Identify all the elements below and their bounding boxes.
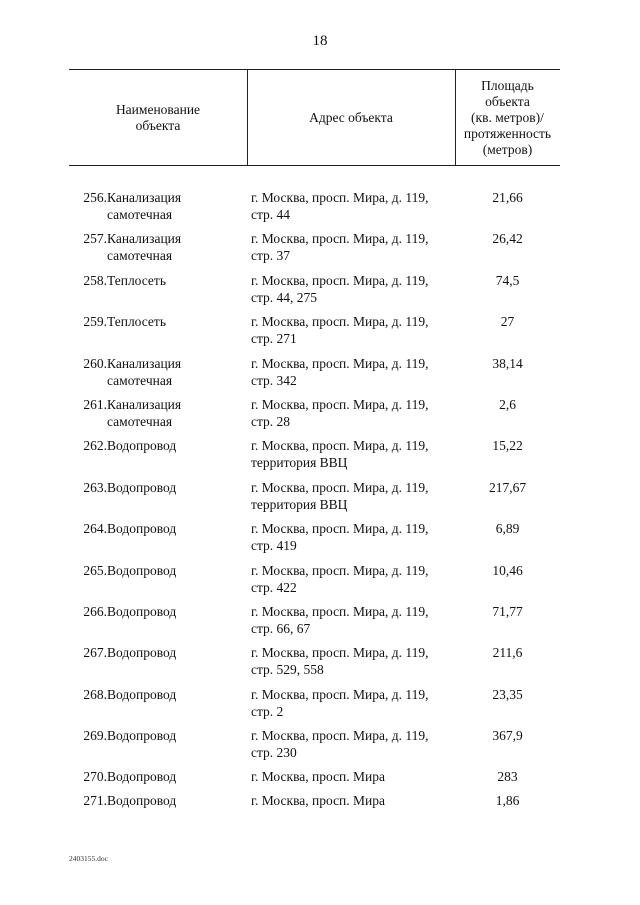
table-row bbox=[69, 686, 560, 727]
row-name: Теплосеть bbox=[107, 272, 166, 288]
table-row bbox=[69, 272, 560, 313]
row-number: 265. bbox=[83, 562, 107, 578]
table-row bbox=[69, 437, 560, 478]
row-number: 256. bbox=[83, 190, 107, 205]
row-name: Водопровод bbox=[107, 793, 177, 809]
row-number: 266. bbox=[83, 603, 107, 619]
table-row bbox=[69, 355, 560, 396]
table-body bbox=[69, 189, 560, 816]
row-address: г. Москва, просп. Мира bbox=[251, 769, 386, 785]
row-name: Водопровод bbox=[107, 521, 177, 537]
row-area: 21,66 bbox=[492, 190, 523, 205]
row-area: 27 bbox=[500, 314, 515, 330]
document-filename: 2403155.doc bbox=[69, 854, 108, 863]
row-name: Канализация самотечная bbox=[107, 355, 182, 388]
row-address: г. Москва, просп. Мира bbox=[251, 793, 386, 809]
row-area: 71,77 bbox=[492, 603, 523, 619]
row-address: г. Москва, просп. Мира, д. 119, стр. 44, 275 bbox=[251, 272, 429, 305]
table-row bbox=[69, 396, 560, 437]
row-name: Водопровод bbox=[107, 686, 177, 702]
row-number: 261. bbox=[83, 396, 107, 412]
row-address: г. Москва, просп. Мира, д. 119, стр. 342 bbox=[251, 355, 429, 388]
row-number: 264. bbox=[83, 521, 107, 537]
row-address: г. Москва, просп. Мира, д. 119, стр. 28 bbox=[251, 396, 429, 429]
row-name: Канализация самотечная bbox=[107, 190, 182, 222]
header-area: Площадь объекта (кв. метров)/ протяженность (метров) bbox=[463, 77, 552, 157]
row-number: 258. bbox=[83, 272, 107, 288]
row-area: 10,46 bbox=[492, 562, 523, 578]
header-address: Адрес объекта bbox=[247, 70, 456, 165]
row-number: 270. bbox=[83, 769, 107, 785]
header-name: Наименование объекта bbox=[69, 70, 248, 165]
row-address: г. Москва, просп. Мира, д. 119, стр. 230 bbox=[251, 728, 429, 761]
row-area: 283 bbox=[497, 769, 518, 785]
table-row bbox=[69, 603, 560, 644]
row-area: 6,89 bbox=[495, 521, 520, 537]
row-address: г. Москва, просп. Мира, д. 119, стр. 422 bbox=[251, 562, 429, 595]
page-number: 18 bbox=[312, 33, 328, 49]
row-number: 260. bbox=[83, 355, 107, 371]
row-address: г. Москва, просп. Мира, д. 119, стр. 44 bbox=[251, 190, 429, 222]
table-row bbox=[69, 792, 560, 816]
row-name: Водопровод bbox=[107, 603, 177, 619]
row-area: 15,22 bbox=[492, 438, 523, 454]
table-header bbox=[69, 69, 560, 166]
row-number: 269. bbox=[83, 728, 107, 744]
table-row bbox=[69, 230, 560, 271]
row-address: г. Москва, просп. Мира, д. 119, территория ВВЦ bbox=[251, 438, 429, 471]
row-area: 74,5 bbox=[495, 272, 520, 288]
table-row bbox=[69, 644, 560, 685]
table-row bbox=[69, 479, 560, 520]
row-address: г. Москва, просп. Мира, д. 119, стр. 271 bbox=[251, 314, 429, 347]
row-number: 267. bbox=[83, 645, 107, 661]
row-area: 211,6 bbox=[492, 645, 523, 661]
row-name: Водопровод bbox=[107, 479, 177, 495]
row-area: 1,86 bbox=[495, 793, 520, 809]
row-number: 271. bbox=[83, 793, 107, 809]
row-area: 38,14 bbox=[492, 355, 523, 371]
row-name: Водопровод bbox=[107, 438, 177, 454]
row-address: г. Москва, просп. Мира, д. 119, стр. 419 bbox=[251, 521, 429, 554]
table-row bbox=[69, 727, 560, 768]
row-area: 23,35 bbox=[492, 686, 523, 702]
table-row bbox=[69, 313, 560, 354]
row-name: Теплосеть bbox=[107, 314, 166, 330]
row-number: 268. bbox=[83, 686, 107, 702]
table-row bbox=[69, 520, 560, 561]
row-number: 263. bbox=[83, 479, 107, 495]
row-name: Водопровод bbox=[107, 562, 177, 578]
row-address: г. Москва, просп. Мира, д. 119, стр. 529, 558 bbox=[251, 645, 429, 678]
table-row bbox=[69, 189, 560, 230]
row-number: 259. bbox=[83, 314, 107, 330]
table-row bbox=[69, 562, 560, 603]
row-area: 367,9 bbox=[492, 728, 523, 744]
row-address: г. Москва, просп. Мира, д. 119, территория ВВЦ bbox=[251, 479, 429, 512]
table-row bbox=[69, 768, 560, 792]
row-number: 262. bbox=[83, 438, 107, 454]
row-address: г. Москва, просп. Мира, д. 119, стр. 2 bbox=[251, 686, 429, 719]
row-name: Канализация самотечная bbox=[107, 231, 182, 264]
row-name: Водопровод bbox=[107, 645, 177, 661]
row-name: Водопровод bbox=[107, 728, 177, 744]
row-area: 217,67 bbox=[488, 479, 527, 495]
row-area: 26,42 bbox=[492, 231, 523, 247]
row-area: 2,6 bbox=[499, 396, 516, 412]
row-address: г. Москва, просп. Мира, д. 119, стр. 66, 67 bbox=[251, 603, 429, 636]
row-address: г. Москва, просп. Мира, д. 119, стр. 37 bbox=[251, 231, 429, 264]
row-name: Водопровод bbox=[107, 769, 177, 785]
row-number: 257. bbox=[83, 231, 107, 247]
row-name: Канализация самотечная bbox=[107, 396, 182, 429]
